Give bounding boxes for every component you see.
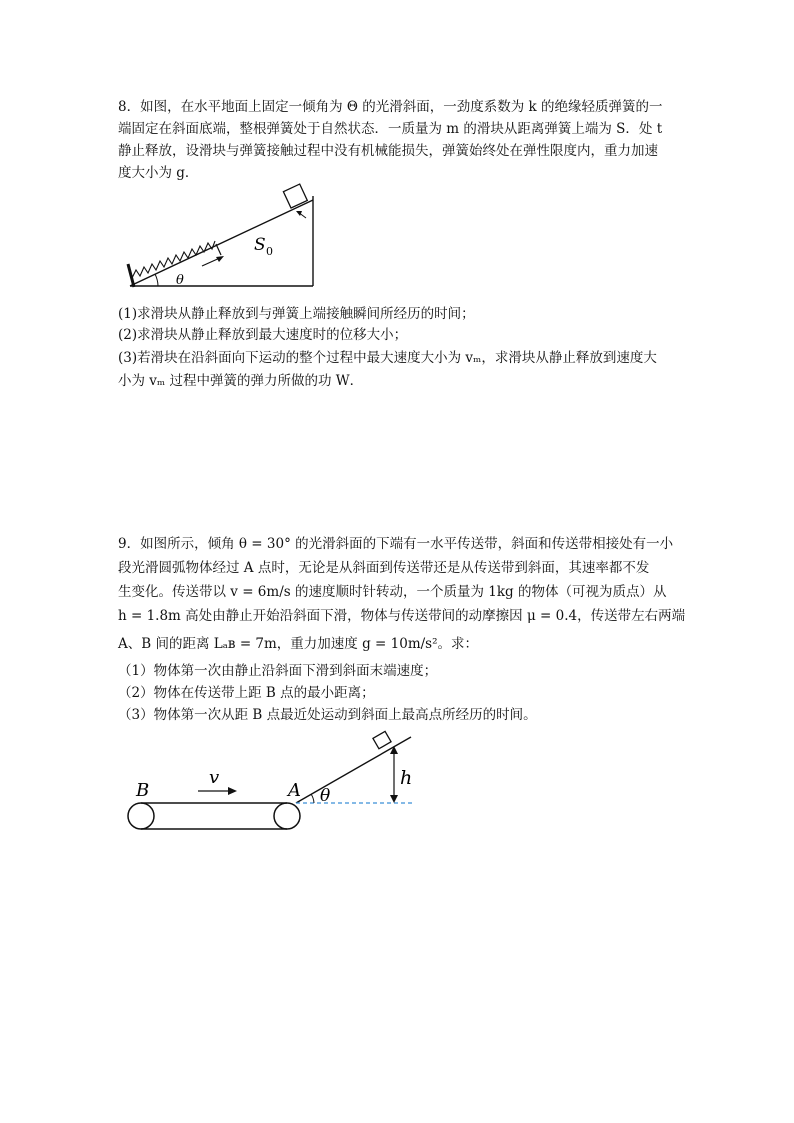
q9-label-h: h [400,767,413,789]
q9-label-v: v [209,767,220,788]
q9-line-4: h = 1.8m 高处由静止开始沿斜面下滑，物体与传送带间的动摩擦因 μ = 0.4，传送带左右两端 [118,608,686,624]
q9-subquestions [118,660,678,726]
q9-sub-2: （2）物体在传送带上距 B 点的最小距离； [118,685,375,701]
q8-sub-3: (3)若滑块在沿斜面向下运动的整个过程中最大速度大小为 vₘ，求滑块从静止释放到速度大 [118,350,657,366]
question-8-text [118,96,678,184]
q9-label-b: B [136,780,150,801]
q9-line-3: 生变化。传送带以 v = 6m/s 的速度顺时针转动，一个质量为 1kg 的物体（可视为质点）从 [118,584,667,600]
q8-sub-1: (1)求滑块从静止释放到与弹簧上端接触瞬间所经历的时间； [118,306,475,322]
q8-subquestions [118,304,678,392]
q8-incline-spring-figure [120,186,320,291]
q9-label-theta: θ [320,786,331,806]
q8-sub-4: 小为 vₘ 过程中弹簧的弹力所做的功 W． [118,373,364,389]
q9-line-5: A、B 间的距离 Lₐʙ = 7m，重力加速度 g = 10m/s²。求： [118,636,479,652]
q9-line-2: 段光滑圆弧物体经过 A 点时，无论是从斜面到传送带还是从传送带到斜面，其速率都不发 [118,560,650,576]
q8-label-theta: θ [176,273,184,288]
q9-label-a: A [288,780,301,801]
question-9-text [118,532,686,656]
q8-label-s: S [254,235,266,255]
q9-line-1: 9．如图所示，倾角 θ = 30° 的光滑斜面的下端有一水平传送带，斜面和传送带相接处有一小 [118,536,674,552]
belt-right-roller [274,803,300,829]
q8-line-4: 度大小为 g． [118,165,199,181]
q9-conveyor-incline-figure [124,734,424,834]
q8-label-s-sub: 0 [266,245,273,258]
q9-sub-1: （1）物体第一次由静止沿斜面下滑到斜面末端速度； [118,663,438,679]
q8-sub-2: (2)求滑块从静止释放到最大速度时的位移大小； [118,327,408,343]
q8-line-2: 端固定在斜面底端，整根弹簧处于自然状态．一质量为 m 的滑块从距离弹簧上端为 S．处 t [118,121,663,137]
belt-left-roller [128,803,154,829]
q8-line-1: 8．如图，在水平地面上固定一倾角为 Θ 的光滑斜面，一劲度系数为 k 的绝缘轻质弹簧的一 [118,99,663,115]
q9-sub-3: （3）物体第一次从距 B 点最近处运动到斜面上最高点所经历的时间。 [118,707,537,723]
q8-line-3: 静止释放，设滑块与弹簧接触过程中没有机械能损失，弹簧始终处在弹性限度内，重力加速 [118,143,658,159]
